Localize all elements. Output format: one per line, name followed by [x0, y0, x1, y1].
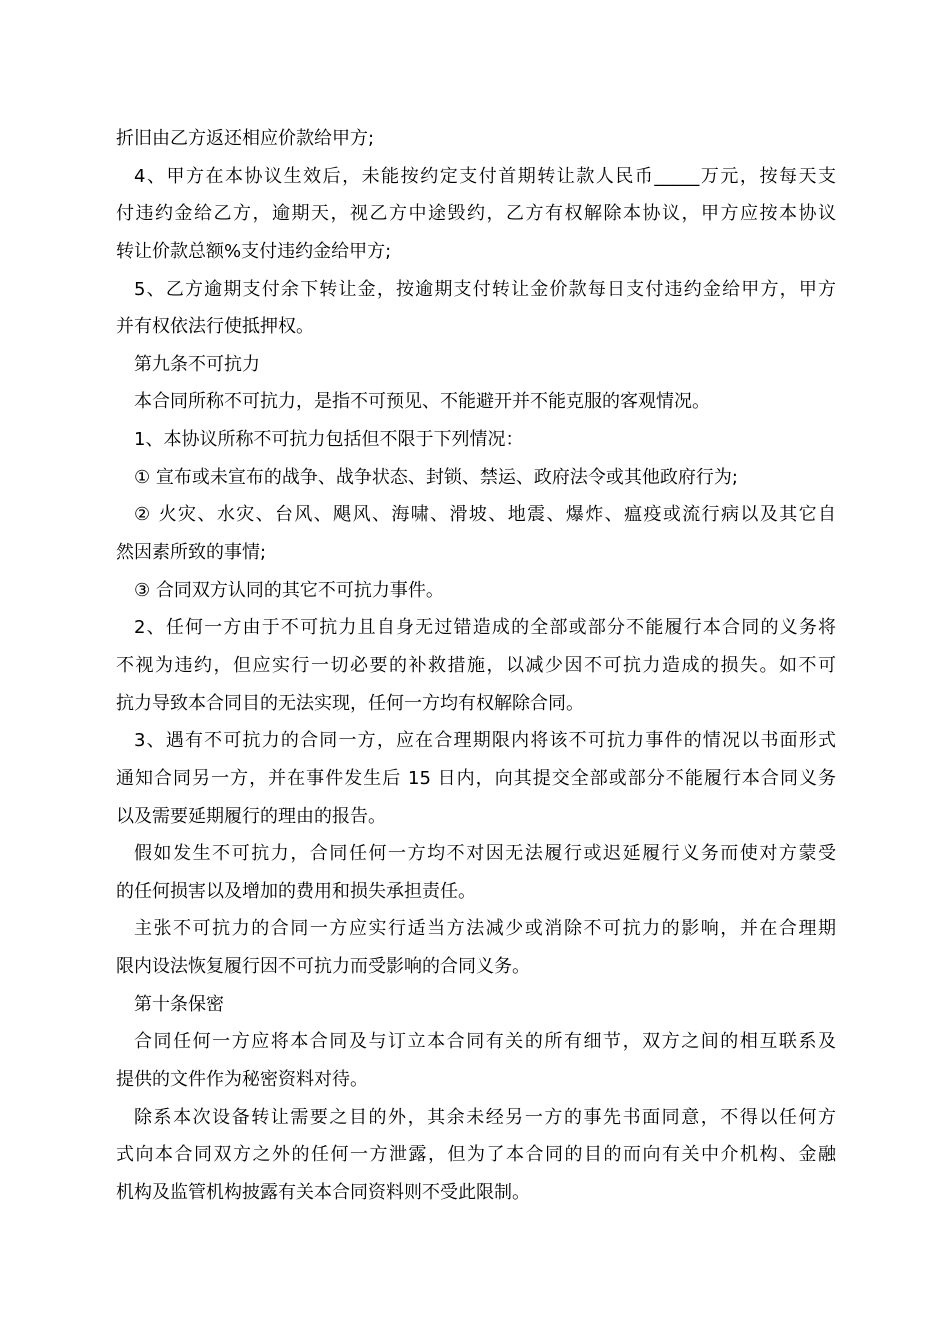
- text-line: 主张不可抗力的合同一方应实行适当方法减少或消除不可抗力的影响，并在合理期: [134, 918, 836, 940]
- text-line: 的任何损害以及增加的费用和损失承担责任。: [116, 880, 476, 902]
- text-line: 不视为违约，但应实行一切必要的补救措施，以减少因不可抗力造成的损失。如不可: [116, 654, 836, 676]
- text-line: 4、甲方在本协议生效后，未能按约定支付首期转让款人民币_____万元，按每天支: [134, 165, 836, 187]
- text-line: ② 火灾、水灾、台风、飓风、海啸、滑坡、地震、爆炸、瘟疫或流行病以及其它自: [134, 504, 836, 526]
- text-line: 付违约金给乙方，逾期天，视乙方中途毁约，乙方有权解除本协议，甲方应按本协议: [116, 203, 836, 225]
- text-line: 5、乙方逾期支付余下转让金，按逾期支付转让金价款每日支付违约金给甲方，甲方: [134, 278, 836, 300]
- text-line: 3、遇有不可抗力的合同一方，应在合理期限内将该不可抗力事件的情况以书面形式: [134, 730, 836, 752]
- text-line: 然因素所致的事情;: [116, 542, 267, 564]
- text-line: 合同任何一方应将本合同及与订立本合同有关的所有细节，双方之间的相互联系及: [134, 1031, 836, 1053]
- document-body: [116, 120, 836, 1212]
- text-line: ① 宣布或未宣布的战争、战争状态、封锁、禁运、政府法令或其他政府行为;: [134, 466, 738, 488]
- text-line: 机构及监管机构披露有关本合同资料则不受此限制。: [116, 1181, 530, 1203]
- text-line: 通知合同另一方，并在事件发生后 15 日内，向其提交全部或部分不能履行本合同义务: [116, 767, 836, 789]
- text-line: 提供的文件作为秘密资料对待。: [116, 1069, 368, 1091]
- text-line: 本合同所称不可抗力，是指不可预见、不能避开并不能克服的客观情况。: [134, 391, 710, 413]
- text-line: 假如发生不可抗力，合同任何一方均不对因无法履行或迟延履行义务而使对方蒙受: [134, 843, 836, 865]
- section-heading: 第十条保密: [134, 993, 224, 1015]
- text-line: 除系本次设备转让需要之目的外，其余未经另一方的事先书面同意，不得以任何方: [134, 1106, 836, 1128]
- text-line: 限内设法恢复履行因不可抗力而受影响的合同义务。: [116, 956, 530, 978]
- text-line: 式向本合同双方之外的任何一方泄露，但为了本合同的目的而向有关中介机构、金融: [116, 1144, 836, 1166]
- text-line: 转让价款总额%支付违约金给甲方;: [116, 240, 392, 262]
- text-line: 抗力导致本合同目的无法实现，任何一方均有权解除合同。: [116, 692, 584, 714]
- text-line: 1、本协议所称不可抗力包括但不限于下列情况：: [134, 429, 524, 451]
- text-line: 2、任何一方由于不可抗力且自身无过错造成的全部或部分不能履行本合同的义务将: [134, 617, 836, 639]
- text-line: 折旧由乙方返还相应价款给甲方;: [116, 128, 375, 149]
- text-line: ③ 合同双方认同的其它不可抗力事件。: [134, 579, 444, 601]
- text-line: 并有权依法行使抵押权。: [116, 316, 314, 338]
- text-line: 以及需要延期履行的理由的报告。: [116, 805, 386, 827]
- section-heading: 第九条不可抗力: [134, 353, 260, 375]
